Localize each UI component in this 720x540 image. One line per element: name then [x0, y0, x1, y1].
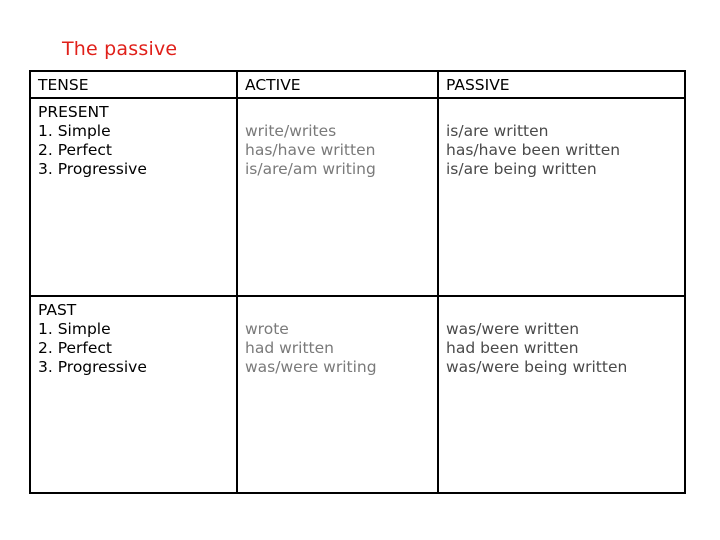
tense-label: PAST [38, 301, 77, 319]
tense-perfect: 2. Perfect [38, 339, 113, 357]
tense-simple: 1. Simple [38, 320, 111, 338]
tense-perfect: 2. Perfect [38, 141, 113, 159]
passive-tense-table [29, 70, 686, 494]
page-title: The passive [62, 38, 178, 60]
passive-simple: is/are written [446, 122, 549, 140]
passive-progressive: is/are being written [446, 160, 597, 178]
active-simple: write/writes [245, 122, 337, 140]
tense-progressive: 3. Progressive [38, 160, 147, 178]
passive-progressive: was/were being written [446, 358, 628, 376]
tense-progressive: 3. Progressive [38, 358, 147, 376]
active-progressive: was/were writing [245, 358, 377, 376]
tense-simple: 1. Simple [38, 122, 111, 140]
past-active-cell [238, 297, 439, 492]
active-progressive: is/are/am writing [245, 160, 376, 178]
present-passive-cell [439, 99, 684, 297]
active-perfect: had written [245, 339, 334, 357]
header-tense: TENSE [31, 72, 238, 99]
passive-perfect: has/have been written [446, 141, 621, 159]
past-tense-cell [31, 297, 238, 492]
passive-simple: was/were written [446, 320, 580, 338]
header-passive: PASSIVE [439, 72, 684, 99]
present-active-cell [238, 99, 439, 297]
active-simple: wrote [245, 320, 289, 338]
past-passive-cell [439, 297, 684, 492]
active-perfect: has/have written [245, 141, 376, 159]
header-active: ACTIVE [238, 72, 439, 99]
passive-perfect: had been written [446, 339, 579, 357]
present-tense-cell [31, 99, 238, 297]
tense-label: PRESENT [38, 103, 109, 121]
